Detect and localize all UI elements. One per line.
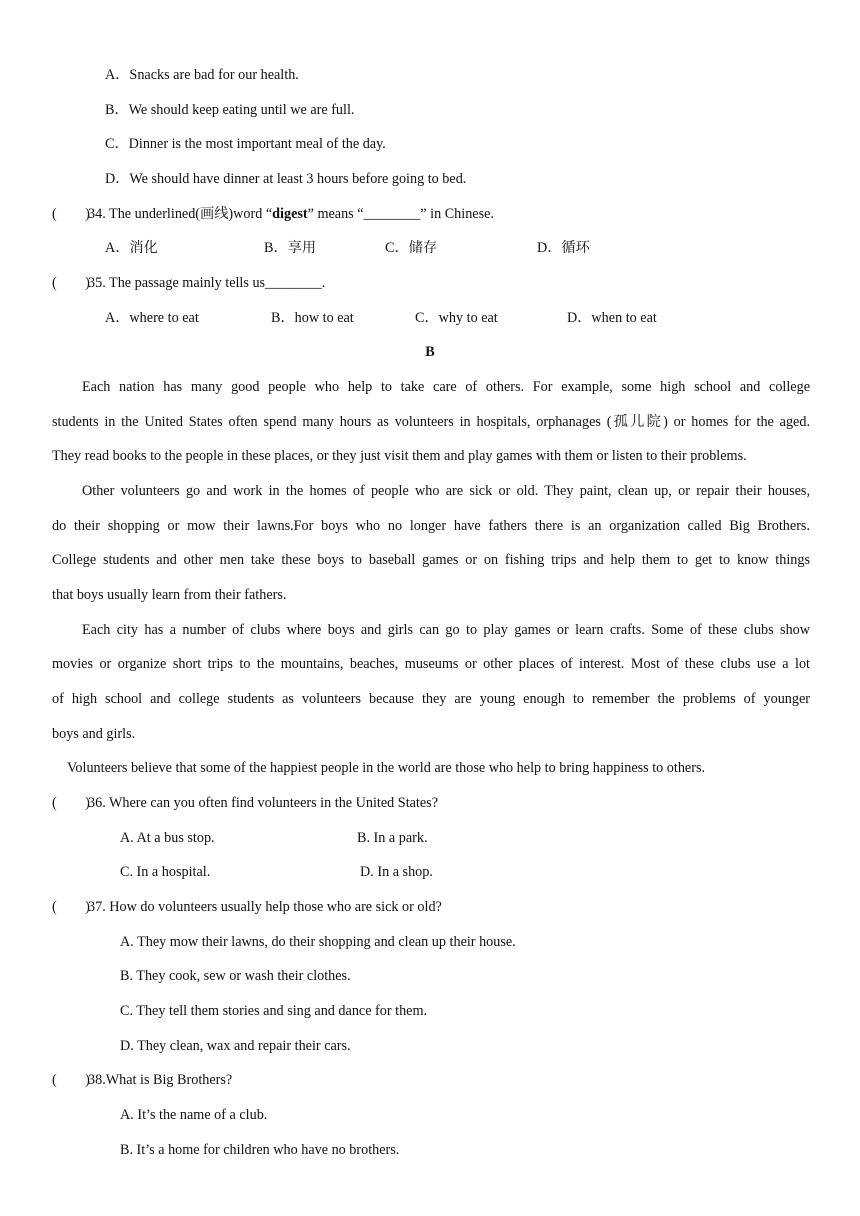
q34-option-c: C．储存: [385, 240, 438, 256]
q37-option-b: B. They cook, sew or wash their clothes.: [120, 968, 351, 984]
q36-option-a: A. At a bus stop.: [120, 830, 215, 846]
paragraph-2-line-1: Other volunteers go and work in the homes of people who are sick or old. They paint, clean up, or repair their houses,: [82, 483, 810, 499]
paragraph-3-line-1: Each city has a number of clubs where boys and girls can go to play games or learn crafts. Some of these clubs show: [82, 622, 810, 638]
paragraph-4: Volunteers believe that some of the happiest people in the world are those who help to bring happiness to others.: [67, 760, 706, 776]
q34-option-d: D．循环: [537, 240, 590, 256]
paragraph-1-line-3: They read books to the people in these places, or they just visit them and play games with them or listen to their problems.: [52, 448, 747, 464]
q34-keyword: digest: [272, 206, 308, 222]
paragraph-1-line-1: Each nation has many good people who help to take care of others. For example, some high school and college: [82, 379, 810, 395]
q37-option-d: D. They clean, wax and repair their cars.: [120, 1038, 351, 1054]
q33-option-a: A．Snacks are bad for our health.: [105, 67, 299, 83]
q35-option-d: D．when to eat: [567, 310, 657, 326]
q35-option-c: C．why to eat: [415, 310, 498, 326]
q36-answer-bracket: ( ): [52, 795, 90, 811]
q37-question: 37. How do volunteers usually help those who are sick or old?: [88, 899, 442, 915]
q37-option-c: C. They tell them stories and sing and dance for them.: [120, 1003, 428, 1019]
q35-option-a: A．where to eat: [105, 310, 199, 326]
q33-option-c: C．Dinner is the most important meal of the day.: [105, 136, 386, 152]
paragraph-2-line-3: College students and other men take these boys to baseball games or on fishing trips and help them to get to know things: [52, 552, 810, 568]
q34-text-before: 34. The underlined(画线)word “: [88, 206, 273, 222]
q38-answer-bracket: ( ): [52, 1072, 90, 1088]
paragraph-3-line-4: boys and girls.: [52, 726, 136, 742]
paragraph-3-line-2: movies or organize short trips to the mountains, beaches, museums or other places of interest. Most of these clubs use a lot: [52, 656, 810, 672]
q33-option-d: D．We should have dinner at least 3 hours before going to bed.: [105, 171, 467, 187]
paragraph-3-line-3: of high school and college students as volunteers because they are young enough to remember the problems of younger: [52, 691, 810, 707]
q36-option-b: B. In a park.: [357, 830, 428, 846]
paragraph-1-line-2: students in the United States often spend many hours as volunteers in hospitals, orphanages (孤儿院) or homes for the aged.: [52, 414, 810, 430]
q36-option-d: D. In a shop.: [360, 864, 433, 880]
section-title: B: [425, 344, 435, 360]
q36-option-c: C. In a hospital.: [120, 864, 211, 880]
q38-option-a: A. It’s the name of a club.: [120, 1107, 268, 1123]
q35-option-b: B．how to eat: [271, 310, 354, 326]
q34-answer-bracket: ( ): [52, 206, 90, 222]
q34-option-a: A．消化: [105, 240, 158, 256]
q33-option-b: B．We should keep eating until we are full.: [105, 102, 355, 118]
q37-option-a: A. They mow their lawns, do their shopping and clean up their house.: [120, 934, 516, 950]
q35-answer-bracket: ( ): [52, 275, 90, 291]
q34-question: [88, 204, 494, 224]
q38-option-b: B. It’s a home for children who have no brothers.: [120, 1142, 400, 1158]
q38-question: 38.What is Big Brothers?: [88, 1072, 233, 1088]
q37-answer-bracket: ( ): [52, 899, 90, 915]
paragraph-2-line-2: do their shopping or mow their lawns.For boys who no longer have fathers there is an organization called Big Brothers.: [52, 518, 810, 534]
q35-question: 35. The passage mainly tells us________.: [88, 275, 326, 291]
q36-question: 36. Where can you often find volunteers in the United States?: [88, 795, 438, 811]
paragraph-2-line-4: that boys usually learn from their fathers.: [52, 587, 287, 603]
q34-option-b: B．享用: [264, 240, 317, 256]
q34-text-after: ” means “________” in Chinese.: [307, 206, 494, 222]
